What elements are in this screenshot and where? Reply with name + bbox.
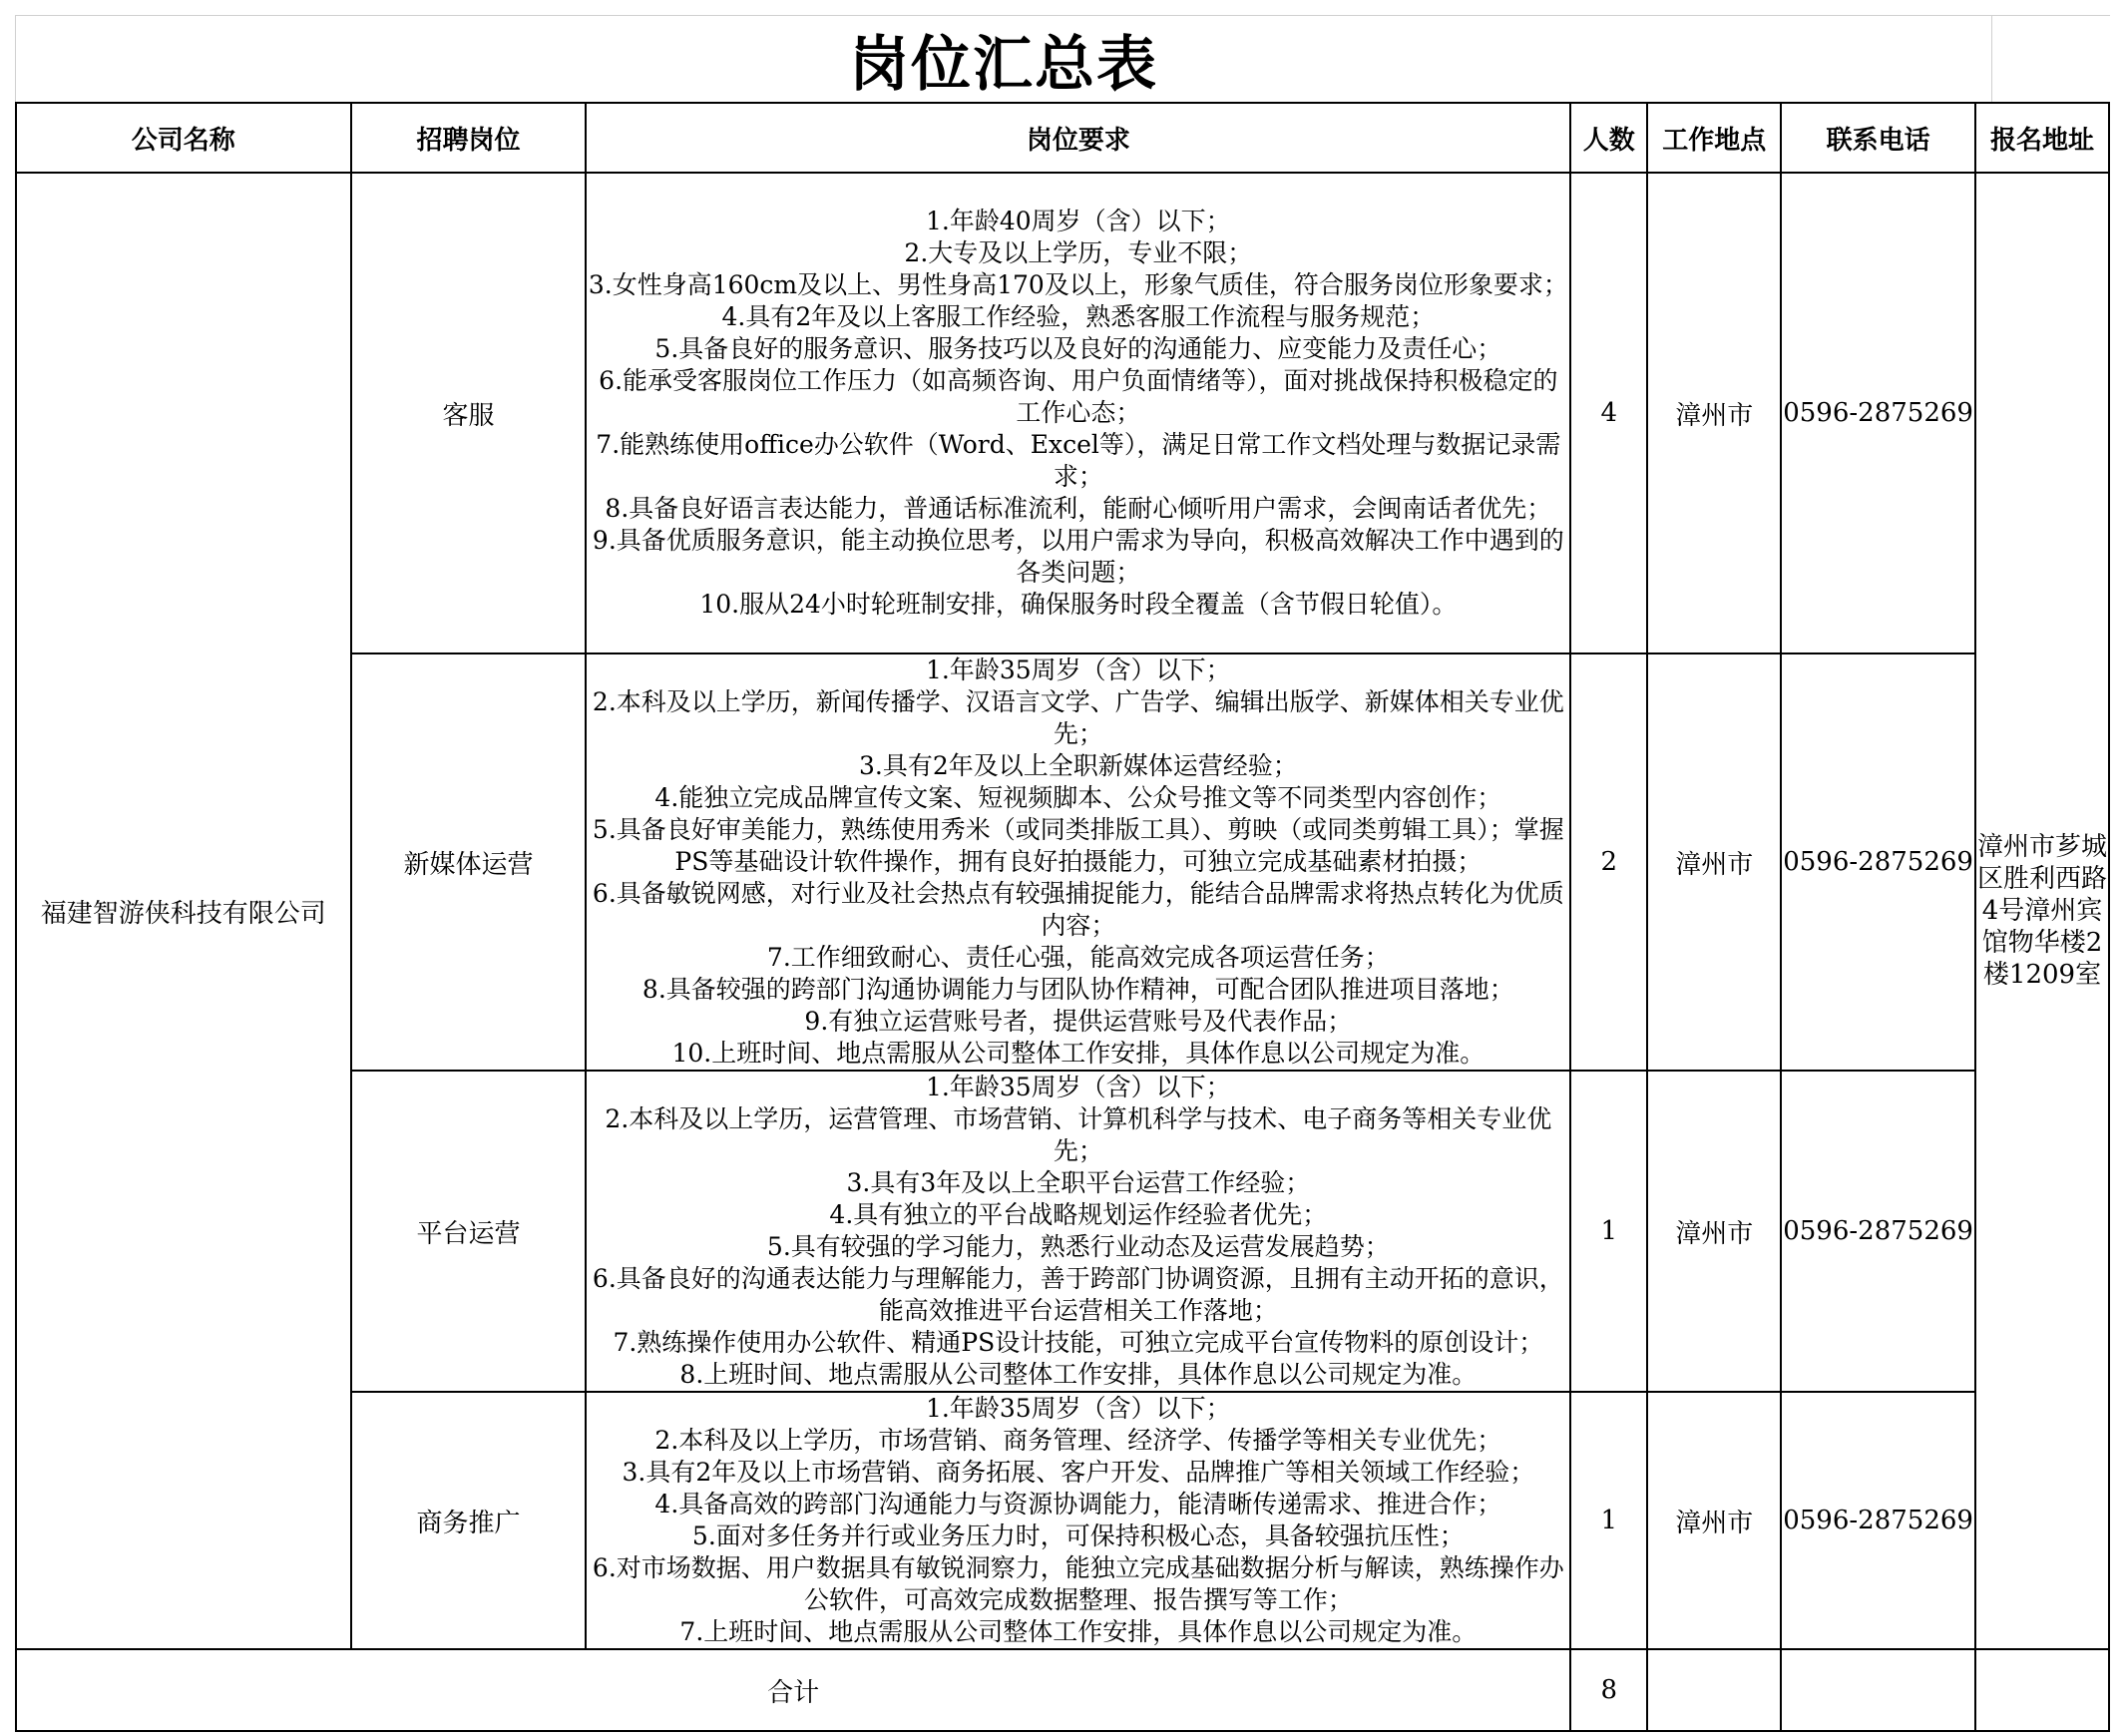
header-position: 招聘岗位 [351,103,587,173]
requirement-item: 2.本科及以上学历，市场营销、商务管理、经济学、传播学等相关专业优先； [654,1426,1502,1455]
requirement-item: 6.具备敏锐网感，对行业及社会热点有较强捕捉能力，能结合品牌需求将热点转化为优质内容； [592,879,1564,940]
position-count: 2 [1570,653,1647,1071]
requirement-item: 7.上班时间、地点需服从公司整体工作安排，具体作息以公司规定为准。 [679,1617,1478,1646]
requirement-item: 3.女性身高160cm及以上、男性身高170及以上，形象气质佳，符合服务岗位形象要求； [588,270,1568,299]
signup-address-cell: 漳州市芗城区胜利西路4号漳州宾馆物华楼2楼1209室 [1975,173,2109,1649]
requirement-item: 5.面对多任务并行或业务压力时，可保持积极心态，具备较强抗压性； [691,1521,1465,1550]
requirement-item: 6.对市场数据、用户数据具有敏锐洞察力，能独立完成基础数据分析与解读，熟练操作办公软件，可高效完成数据整理、报告撰写等工作； [592,1553,1564,1614]
position-phone: 0596-2875269 [1781,1392,1975,1649]
total-empty-cell [1781,1649,1975,1731]
requirement-item: 1.年龄35周岁（含）以下； [926,1073,1231,1101]
page-title: 岗位汇总表 [849,29,1158,100]
requirement-item: 4.具备高效的跨部门沟通能力与资源协调能力，能清晰传递需求、推进合作； [654,1490,1502,1519]
position-location: 漳州市 [1647,173,1781,653]
requirement-item: 4.具有2年及以上客服工作经验，熟悉客服工作流程与服务规范； [721,302,1436,331]
requirement-item: 4.能独立完成品牌宣传文案、短视频脚本、公众号推文等不同类型内容创作； [654,783,1502,812]
header-phone: 联系电话 [1781,103,1975,173]
position-location: 漳州市 [1647,1392,1781,1649]
position-name: 客服 [351,173,587,653]
requirement-item: 3.具有2年及以上市场营销、商务拓展、客户开发、品牌推广等相关领域工作经验； [622,1458,1535,1487]
requirements-cell [586,1071,1570,1392]
requirement-item: 1.年龄40周岁（含）以下； [926,207,1231,235]
positions-table [15,102,2110,1732]
header-requirements: 岗位要求 [586,103,1570,173]
company-name-cell: 福建智游侠科技有限公司 [16,173,351,1649]
requirements-cell [586,1392,1570,1649]
position-count: 1 [1570,1071,1647,1392]
requirement-item: 1.年龄35周岁（含）以下； [926,655,1231,684]
requirement-item: 7.熟练操作使用办公软件、精通PS设计技能，可独立完成平台宣传物料的原创设计； [613,1328,1544,1357]
requirement-item: 8.具备较强的跨部门沟通协调能力与团队协作精神，可配合团队推进项目落地； [641,975,1514,1004]
requirement-item: 7.工作细致耐心、责任心强，能高效完成各项运营任务； [766,943,1390,972]
position-phone: 0596-2875269 [1781,173,1975,653]
spreadsheet [15,15,2110,1731]
header-company: 公司名称 [16,103,351,173]
position-phone: 0596-2875269 [1781,1071,1975,1392]
requirement-item: 4.具有独立的平台战略规划运作经验者优先； [829,1200,1328,1229]
requirement-item: 1.年龄35周岁（含）以下； [926,1394,1231,1423]
total-count: 8 [1570,1649,1647,1731]
requirements-cell [586,173,1570,653]
position-name: 平台运营 [351,1071,587,1392]
requirement-item: 2.大专及以上学历，专业不限； [904,238,1253,267]
requirement-item: 5.具有较强的学习能力，熟悉行业动态及运营发展趋势； [766,1232,1390,1261]
requirements-cell [586,653,1570,1071]
position-phone: 0596-2875269 [1781,653,1975,1071]
requirement-item: 6.能承受客服岗位工作压力（如高频咨询、用户负面情绪等），面对挑战保持积极稳定的工作心态； [599,366,1558,427]
title-row [15,15,2110,102]
position-location: 漳州市 [1647,653,1781,1071]
position-count: 4 [1570,173,1647,653]
position-location: 漳州市 [1647,1071,1781,1392]
requirement-item: 6.具备良好的沟通表达能力与理解能力，善于跨部门协调资源，且拥有主动开拓的意识，能高效推进平台运营相关工作落地； [592,1264,1564,1325]
cell-gridline [1991,16,1992,103]
total-empty-cell [1647,1649,1781,1731]
requirement-item: 8.上班时间、地点需服从公司整体工作安排，具体作息以公司规定为准。 [679,1360,1478,1389]
header-row [16,103,2109,173]
position-name: 商务推广 [351,1392,587,1649]
table-row [16,173,2109,653]
header-address: 报名地址 [1975,103,2109,173]
position-name: 新媒体运营 [351,653,587,1071]
requirement-item: 3.具有2年及以上全职新媒体运营经验； [858,751,1298,780]
requirement-item: 2.本科及以上学历，新闻传播学、汉语言文学、广告学、编辑出版学、新媒体相关专业优先； [592,687,1564,748]
total-row [16,1649,2109,1731]
requirement-item: 8.具备良好语言表达能力，普通话标准流利，能耐心倾听用户需求，会闽南话者优先； [605,494,1552,523]
total-label: 合计 [16,1649,1570,1731]
requirement-item: 9.具备优质服务意识，能主动换位思考，以用户需求为导向，积极高效解决工作中遇到的各类问题； [592,526,1564,587]
requirement-item: 10.上班时间、地点需服从公司整体工作安排，具体作息以公司规定为准。 [671,1039,1486,1068]
requirement-item: 5.具备良好审美能力，熟练使用秀米（或同类排版工具）、剪映（或同类剪辑工具）；掌握PS等基础设计软件操作，拥有良好拍摄能力，可独立完成基础素材拍摄； [592,815,1564,876]
requirement-item: 9.有独立运营账号者，提供运营账号及代表作品； [804,1007,1353,1036]
header-location: 工作地点 [1647,103,1781,173]
header-count: 人数 [1570,103,1647,173]
requirement-item: 7.能熟练使用office办公软件（Word、Excel等），满足日常工作文档处理与数据记录需求； [596,430,1561,491]
requirement-item: 5.具备良好的服务意识、服务技巧以及良好的沟通能力、应变能力及责任心； [654,334,1502,363]
requirement-item: 3.具有3年及以上全职平台运营工作经验； [846,1168,1311,1197]
requirement-item: 2.本科及以上学历，运营管理、市场营销、计算机科学与技术、电子商务等相关专业优先； [605,1104,1552,1165]
requirement-item: 10.服从24小时轮班制安排，确保服务时段全覆盖（含节假日轮值）。 [699,590,1458,619]
total-empty-cell [1975,1649,2109,1731]
position-count: 1 [1570,1392,1647,1649]
